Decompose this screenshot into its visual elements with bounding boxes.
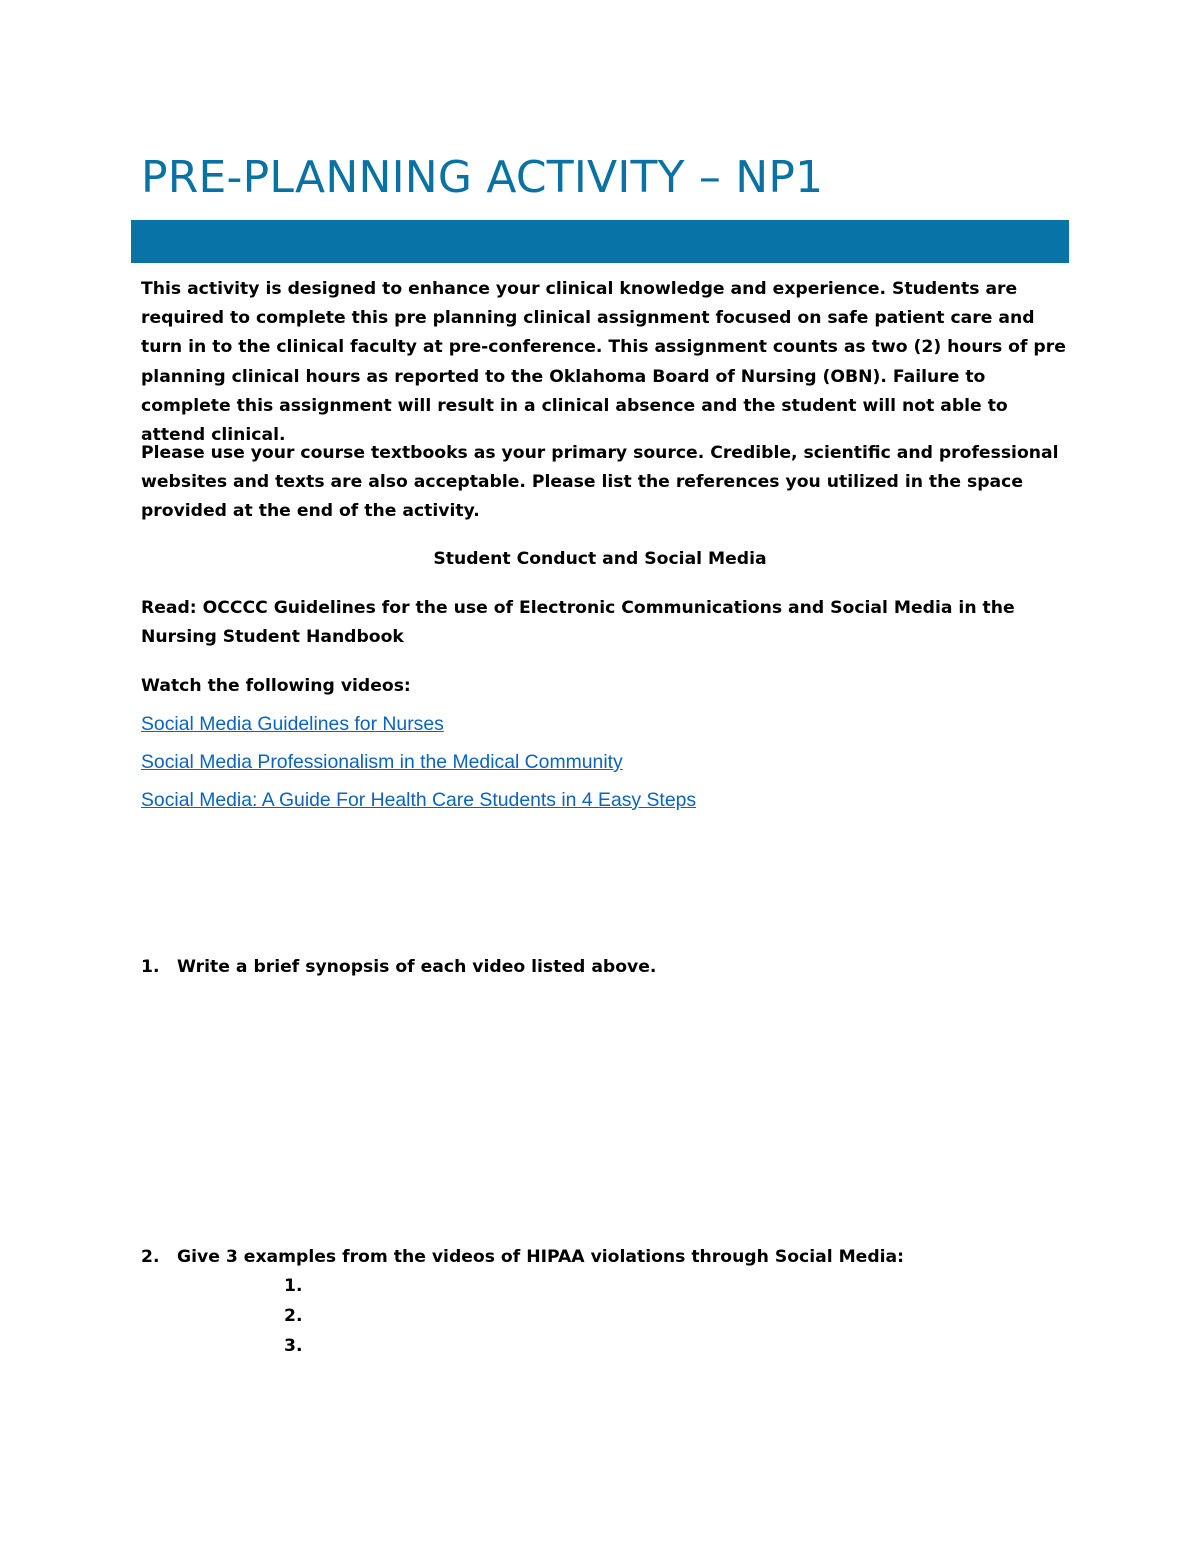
question-2-number: 2. (141, 1247, 160, 1267)
question-2-text: Give 3 examples from the videos of HIPAA violations through Social Media: (177, 1247, 905, 1267)
video-link-guidelines[interactable]: Social Media Guidelines for Nurses (141, 713, 444, 735)
question-1-text: Write a brief synopsis of each video listed above. (177, 957, 657, 977)
intro-paragraph: This activity is designed to enhance your clinical knowledge and experience. Students are required to complete this pre planning clinical assignment focused on safe patient care and turn in to the clinical faculty at pre-conference. This assignment counts as two (2) hours of pre planning clinical hours as reported to the Oklahoma Board of Nursing (OBN). Failure to complete this assignment will result in a clinical absence and the student will not able to attend clinical. (141, 279, 1066, 446)
page-title: PRE-PLANNING ACTIVITY – NP1 (141, 152, 824, 203)
watch-heading: Watch the following videos: (141, 676, 411, 696)
answer-item-3: 3. (284, 1336, 303, 1356)
sources-paragraph: Please use your course textbooks as your primary source. Credible, scientific and professional websites and texts are also acceptable. Please list the references you utilized in the space provided at the end of the activity. (141, 443, 1059, 522)
read-instruction: Read: OCCCC Guidelines for the use of Electronic Communications and Social Media in the Nursing Student Handbook (141, 598, 1015, 647)
video-link-professionalism[interactable]: Social Media Professionalism in the Medical Community (141, 751, 623, 773)
question-1-number: 1. (141, 957, 160, 977)
section-heading: Student Conduct and Social Media (433, 549, 767, 569)
answer-item-1: 1. (284, 1276, 303, 1296)
header-banner (131, 220, 1069, 263)
video-link-guide[interactable]: Social Media: A Guide For Health Care Students in 4 Easy Steps (141, 789, 697, 811)
answer-item-2: 2. (284, 1306, 303, 1326)
